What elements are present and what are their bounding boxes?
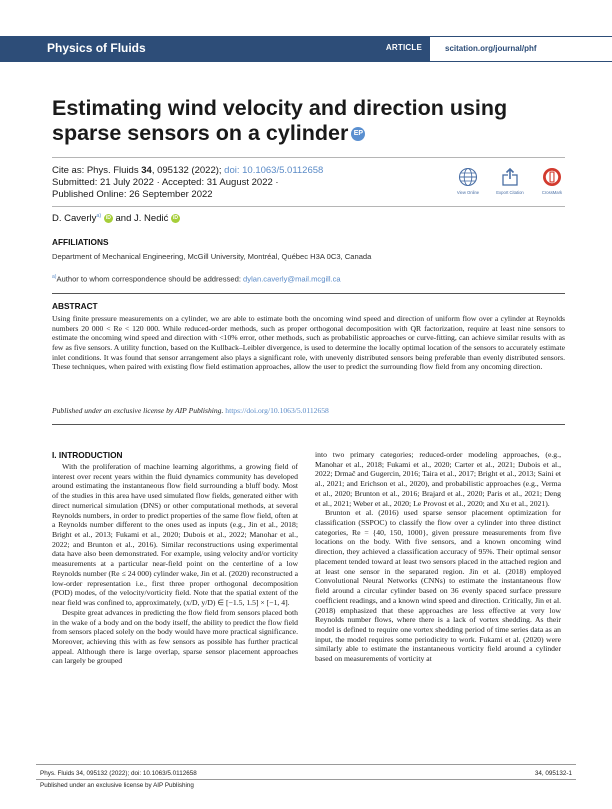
title-line-2: sparse sensors on a cylinder <box>52 121 349 145</box>
export-citation-button[interactable] <box>489 167 531 195</box>
crossmark-label: CrossMark <box>541 190 563 195</box>
citation-block <box>52 165 323 201</box>
divider <box>52 293 565 294</box>
author-conjunction: and <box>115 213 135 225</box>
correspondence-note <box>52 274 341 284</box>
body-paragraph: Despite great advances in predicting the flow field from sensors placed both in the wake of a body and on the body itself, the ability to predict the flow field from sensors placed solely on the body would have more practical significance. Moreover, achieving this with as few sensors as possible has further practical appeal. Although there is large overlap, sparse sensor placement approaches can largely be grouped <box>52 607 298 666</box>
body-paragraph: into two primary categories; reduced-order modeling approaches, (e.g., Manohar et al., 2018; Fukami et al., 2020; Carter et al., 2021; Dubois et al., 2022; Drmač and Gugercin, 2016; Taira et al., 2017; Bright et al., 2013; Saini et al., 2021; and Erichson et al., 2020), and probabilistic approaches (e.g., Verma et al., 2020; Brunton et al., 2016; Brajard et al., 2020; Paris et al., 2021; Deng et al., 2021; Weber et al., 2020; Le Provost et al., 2020; and Xu et al., 2021). <box>315 450 561 508</box>
orcid-icon[interactable]: iD <box>105 215 111 222</box>
view-online-button[interactable] <box>447 167 489 195</box>
editors-pick-badge[interactable]: EP <box>351 127 365 141</box>
view-online-label: View Online <box>456 190 480 195</box>
crossmark-icon <box>542 167 562 187</box>
footer-license: Published under an exclusive license by AIP Publishing <box>40 782 194 789</box>
doi-link[interactable]: doi: 10.1063/5.0112658 <box>224 165 324 176</box>
crossmark-button[interactable] <box>531 167 573 195</box>
footer-divider <box>36 779 576 780</box>
body-column-right <box>315 450 561 664</box>
orcid-icon[interactable]: iD <box>172 215 178 222</box>
footer-divider <box>36 764 576 765</box>
title-line-1: Estimating wind velocity and direction using <box>52 96 508 120</box>
journal-name[interactable]: Physics of Fluids <box>47 41 146 55</box>
abstract-text: Using finite pressure measurements on a cylinder, we are able to estimate both the oncoming wind speed and direction of uniform flow over a cylinder at Reynolds numbers 20 000 < Re < 120 000. While reduced-order methods, such as proper orthogonal decomposition with QR factorization, require at least nine sensors to estimate the oncoming wind speed and direction with <10% error, other methods, such as probabilistic approaches or curve-fitting, can achieve similar results with as few as five sensors. A utility function, based on the Kullback–Leibler divergence, is used to determine the locally optimal location of the sensors to accurately estimate inlet conditions. It was found that sensor arrangement also plays a significant role, with unevenly distributed sensors being preferable than evenly distributed sensors. These techniques, when paired with existing flow field estimation approaches, allow the user to predict the surrounding flow field from any oncoming direction. <box>52 314 565 372</box>
journal-url-link[interactable]: scitation.org/journal/phf <box>445 44 537 53</box>
author-name[interactable]: J. Nedić <box>134 213 169 225</box>
published-date: Published Online: 26 September 2022 <box>52 189 213 200</box>
license-statement <box>52 406 329 415</box>
cite-volume: 34 <box>141 165 152 176</box>
article-title <box>52 96 512 146</box>
author-list <box>52 213 180 224</box>
author-name[interactable]: D. Caverly <box>52 213 97 225</box>
body-paragraph: With the proliferation of machine learning algorithms, a growing field of interest over recent years within the fluid dynamics community has developed around estimating the instantaneous flow field surrounding a bluff body. Most of the studies in this area have used simulated flow fields, generated either with direct numerical simulation (DNS) or other computational methods, at several Reynolds numbers, in order to predict properties of the same flow field, often at a Reynolds number different to the ones used as inputs (e.g., Jin et al., 2018; Bright et al., 2013; Fukami et al., 2020; Dubois et al., 2022; Manohar et al., 2022; and Brunton et al., 2016). Similar reconstructions using experimental data have also been demonstrated. For example, using velocity and/or vorticity measurements at a particular near-field point on the centerline of a low Reynolds number (Re ≤ 24 000) cylinder wake, Jin et al. (2020) reconstructed a low-order representation i.e., first three proper orthogonal decomposition (POD) modes, of the velocity/vorticity field. Note that the spatial extent of the near field was confined to, approximately, (x/D, y/D) ∈ [−1.5, 1.5] × [−1, 4]. <box>52 462 298 608</box>
author-footnote-marker[interactable]: a) <box>96 213 102 219</box>
submitted-dates: Submitted: 21 July 2022 · Accepted: 31 August 2022 · <box>52 177 279 188</box>
article-type-label: ARTICLE <box>385 43 422 52</box>
abstract-heading: ABSTRACT <box>52 301 98 311</box>
journal-header-left <box>0 36 430 62</box>
cite-article-number: , 095132 (2022); <box>151 165 225 176</box>
body-paragraph: Brunton et al. (2016) used sparse sensor placement optimization for classification (SSPOC) to classify the flow over a cylinder into three distinct categories, Re = {40, 150, 1000}, given pressure measurements from five locations on the body. With five sensors, and a known oncoming wind direction, they achieved a classification accuracy of 95%. Their optimal sensor placement tended toward at least two sensors placed in the attached region and at least one sensor in the separated region. Jin et al. (2018) employed Convolutional Neural Networks (CNNs) to estimate the instantaneous flow field around a circular cylinder based on 36 evenly spaced surface pressure coefficient readings, and a known wind speed and direction. Critically, Jin et al. (2018) emphasized that these approaches are less effective at very low Reynolds number flows, where there is a lack of vortex shedding. As their model is defined to require one vortex shedding period of time series data as an input, the model requires some periodicity to work. Fukami et al. (2020) were similarly able to estimate the instantaneous vorticity field around a cylinder based on measurements of vorticity at <box>315 508 561 664</box>
affiliations-heading: AFFILIATIONS <box>52 237 109 247</box>
globe-icon <box>458 167 478 187</box>
footer-page-number: 34, 095132-1 <box>534 770 572 777</box>
introduction-heading: I. INTRODUCTION <box>52 450 123 460</box>
correspondence-marker: a) <box>52 274 57 280</box>
journal-header-right <box>430 36 612 62</box>
journal-header-bar <box>0 36 612 62</box>
export-icon <box>500 167 520 187</box>
export-citation-label: Export Citation <box>496 190 524 195</box>
body-column-left <box>52 462 298 666</box>
license-text: Published under an exclusive license by AIP Publishing. <box>52 406 226 415</box>
divider <box>52 206 565 207</box>
correspondence-text: Author to whom correspondence should be addressed: <box>56 274 244 284</box>
divider <box>52 424 565 425</box>
correspondence-email-link[interactable]: dylan.caverly@mail.mcgill.ca <box>243 274 341 284</box>
article-doi-link[interactable]: https://doi.org/10.1063/5.0112658 <box>225 406 329 415</box>
divider <box>52 157 565 158</box>
article-actions <box>447 167 573 195</box>
footer-citation: Phys. Fluids 34, 095132 (2022); doi: 10.1063/5.0112658 <box>40 770 197 777</box>
cite-prefix: Cite as: Phys. Fluids <box>52 165 142 176</box>
affiliation-text: Department of Mechanical Engineering, McGill University, Montréal, Québec H3A 0C3, Canada <box>52 252 372 261</box>
